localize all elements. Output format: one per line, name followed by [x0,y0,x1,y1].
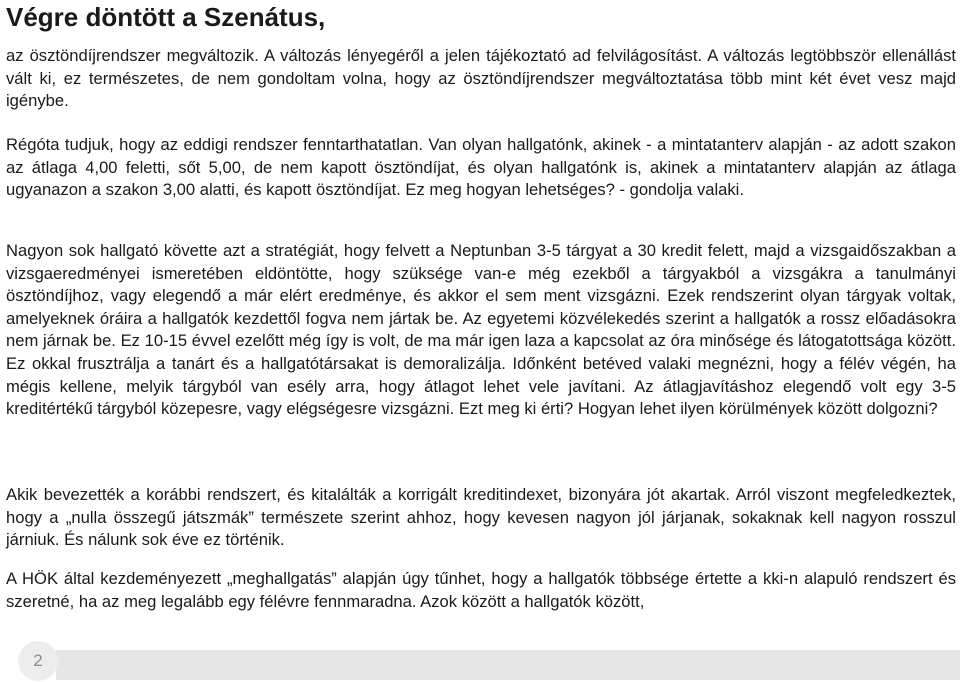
paragraph-2: Régóta tudjuk, hogy az eddigi rendszer fenntarthatatlan. Van olyan hallgatónk, akinek - a mintatanterv alapján - az adott szakon az átlaga 4,00 feletti, sőt 5,00, de nem kapott ösztöndíjat, és olyan hallgatónk is, akinek a mintatanterv alapján az átlaga ugyanazon a szakon 3,00 alatti, és kapott ösztöndíjat. Ez meg hogyan lehetséges? - gondolja valaki. [6,135,956,200]
paragraph-5: A HÖK által kezdeményezett „meghallgatás” alapján úgy tűnhet, hogy a hallgatók többsége értette a kki-n alapuló rendszert és szeretné, ha az meg legalább egy félévre fennmaradna. Azok között a hallgatók között, [6,569,956,611]
paragraph-1: az ösztöndíjrendszer megváltozik. A változás lényegéről a jelen tájékoztató ad felvilágosítást. A változás legtöbbször ellenállást vált ki, ez természetes, de nem gondoltam volna, hogy az ösztöndíjrendszer megváltoztatása több mint két évet vesz majd igénybe. [6,46,956,111]
page-number: 2 [33,651,43,670]
footer-bar [56,650,960,680]
paragraph-4: Akik bevezették a korábbi rendszert, és kitalálták a korrigált kreditindexet, bizonyára jót akartak. Arról viszont megfeledkeztek, hogy a „nulla összegű játszmák” természete szerint ahhoz, hogy kevesen nagyon jól járjanak, sokaknak kell nagyon rosszul járniuk. És nálunk sok éve ez történik. [6,485,956,550]
article-title: Végre döntött a Szenátus, [6,2,326,32]
paragraph-3: Nagyon sok hallgató követte azt a stratégiát, hogy felvett a Neptunban 3-5 tárgyat a 30 kredit felett, majd a vizsgaidőszakban a vizsgaeredményei ismeretében eldöntötte, hogy szüksége van-e még ezekből a tárgyakból a vizsgákra a tanulmányi ösztöndíjhoz, vagy elegendő a már elért eredménye, és akkor el sem ment vizsgázni. Ezek rendszerint olyan tárgyak voltak, amelyeknek óráira a hallgatók kezdettől fogva nem jártak be. Az egyetemi közvélekedés szerint a hallgatók a rossz előadásokra nem járnak be. Ez 10-15 évvel ezelőtt még így is volt, de ma már igen laza a kapcsolat az óra minősége és látogatottsága között. Ez okkal frusztrálja a tanárt és a hallgatótársakat is demoralizálja. Időnként betéved valaki megnézni, hogy a félév végén, ha mégis kellene, melyik tárgyból van esély arra, hogy átlagot lehet vele javítani. Az átlagjavításhoz elegendő volt egy 3-5 kreditértékű tárgyból közepesre, vagy elégségesre vizsgázni. Ezt meg ki érti? Hogyan lehet ilyen körülmények között dolgozni? [6,241,956,419]
